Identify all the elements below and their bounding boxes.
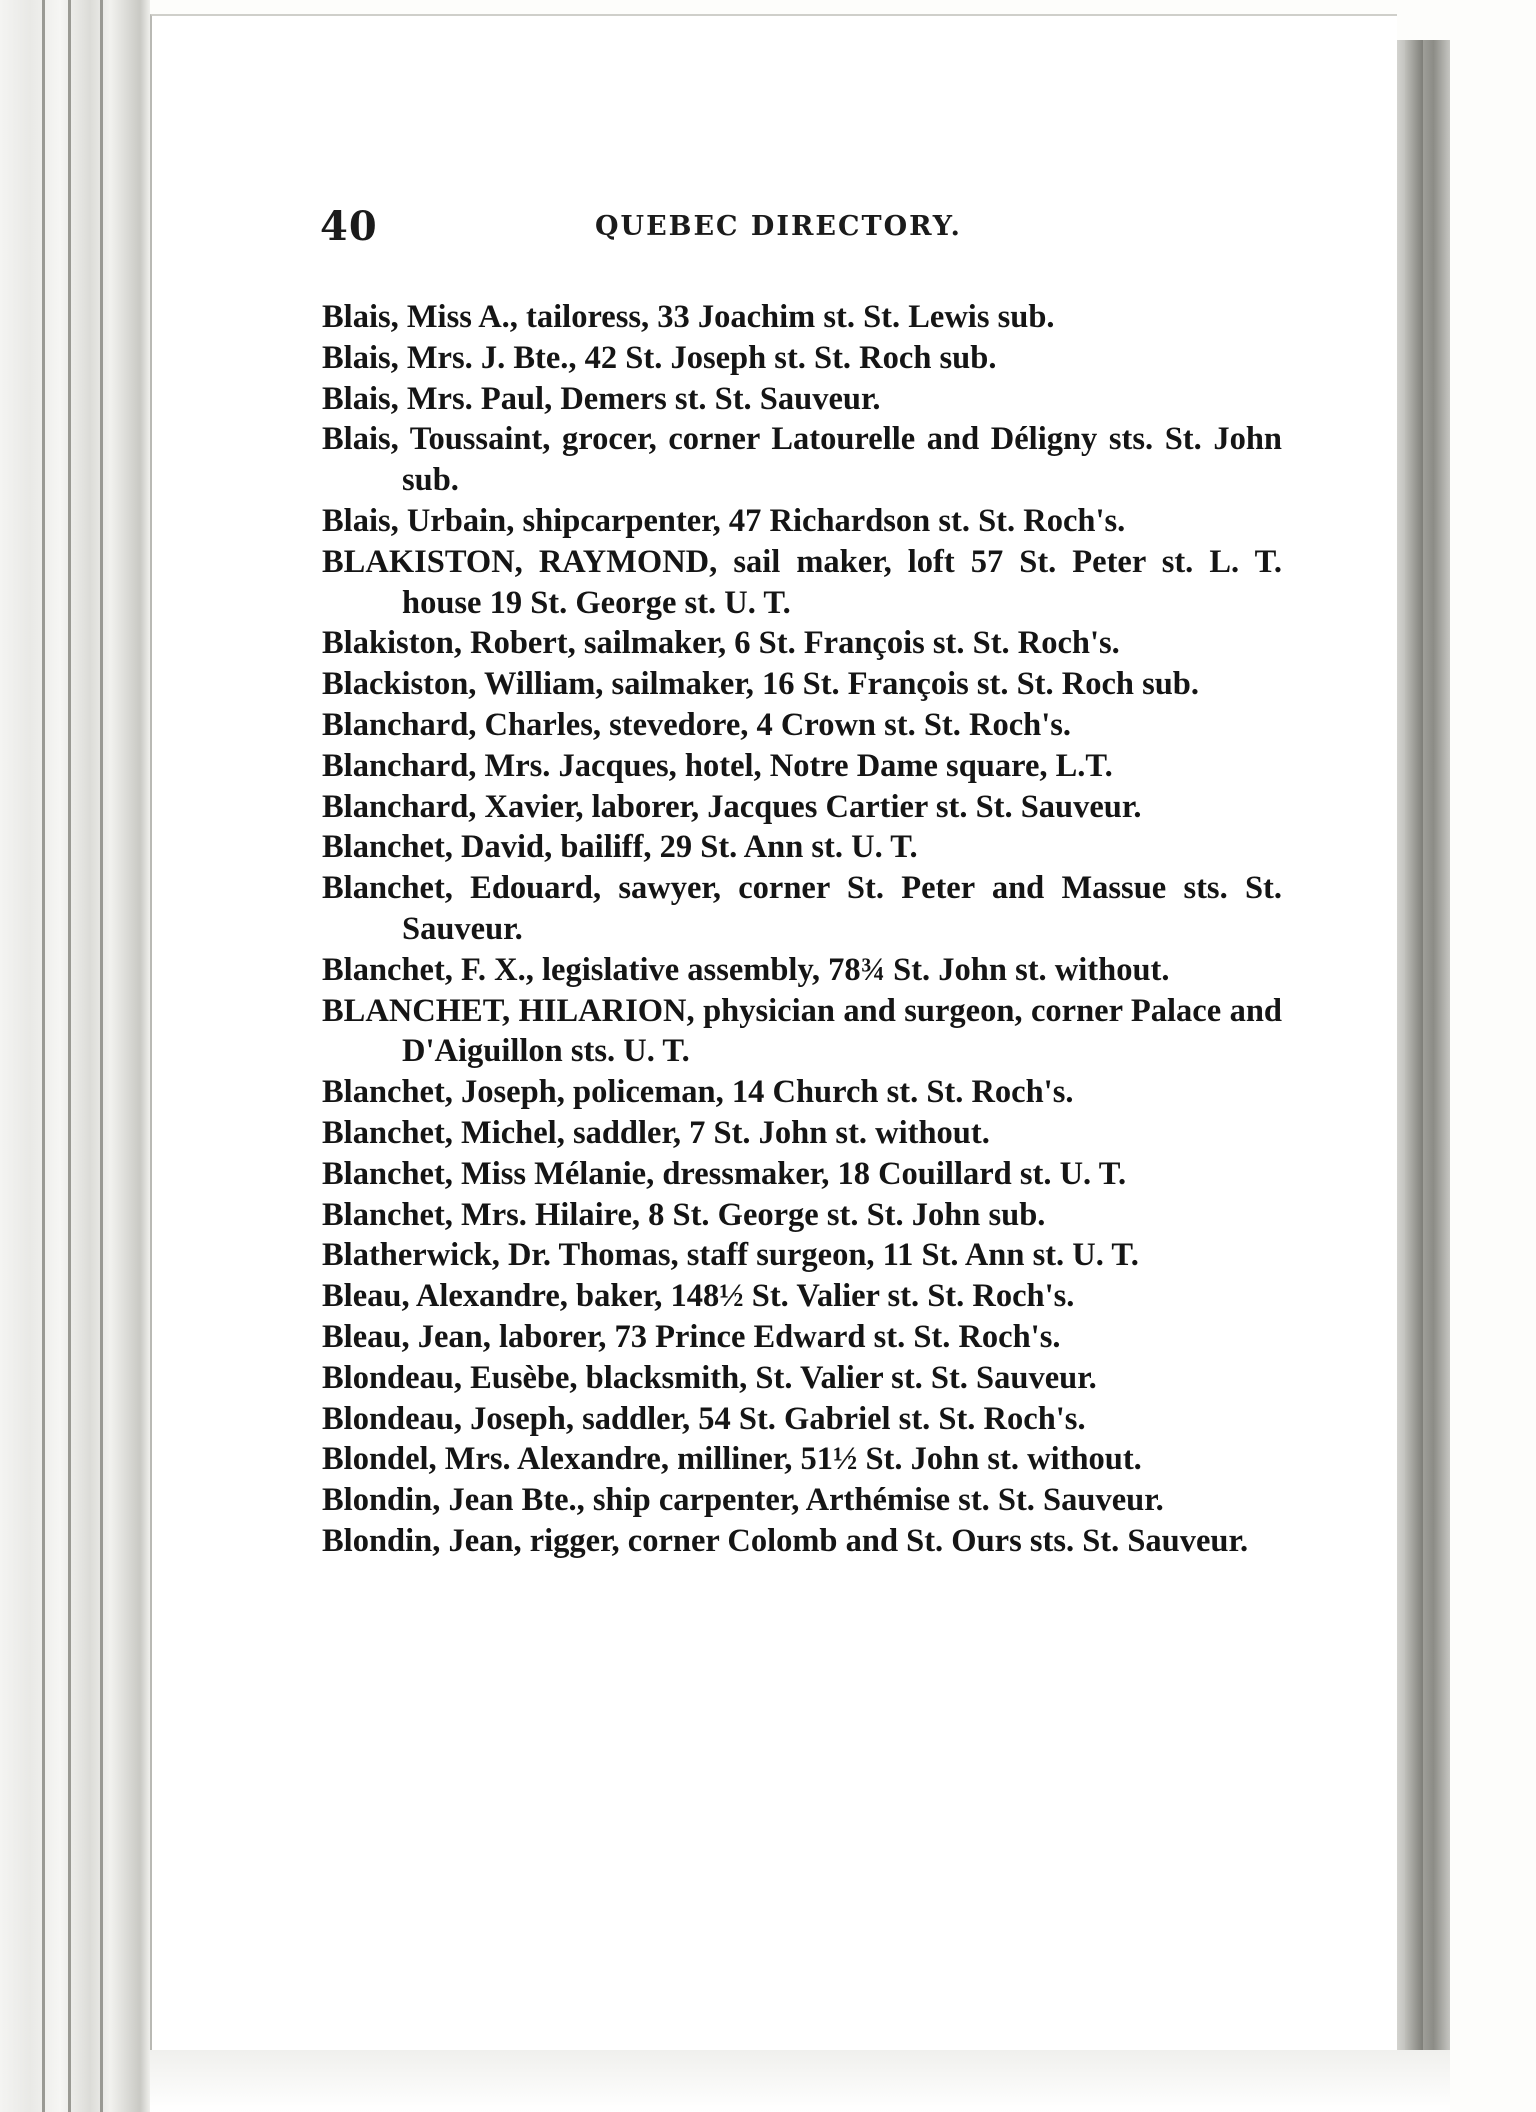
running-title: QUEBEC DIRECTORY. — [595, 211, 962, 242]
directory-entry: Blondeau, Joseph, saddler, 54 St. Gabriel st. St. Roch's. — [322, 1400, 1086, 1437]
book-left-edge — [0, 0, 150, 2112]
directory-entry: Blakiston, Robert, sailmaker, 6 St. François st. St. Roch's. — [322, 625, 1120, 662]
directory-entry: Blais, Mrs. Paul, Demers st. St. Sauveur. — [322, 380, 881, 417]
directory-entry: Blondin, Jean, rigger, corner Colomb and St. Ours sts. St. Sauveur. — [322, 1522, 1249, 1559]
directory-entry: Blanchet, Michel, saddler, 7 St. John st. without. — [322, 1114, 990, 1151]
directory-entry: Blanchet, Miss Mélanie, dressmaker, 18 Couillard st. U. T. — [322, 1155, 1127, 1192]
directory-entry: Blanchard, Mrs. Jacques, hotel, Notre Dame square, L.T. — [322, 747, 1113, 784]
directory-entry: Blais, Mrs. J. Bte., 42 St. Joseph st. St. Roch sub. — [322, 339, 997, 376]
directory-entry: Blanchet, Joseph, policeman, 14 Church st. St. Roch's. — [322, 1074, 1074, 1111]
directory-entry: Blondel, Mrs. Alexandre, milliner, 51½ St. John st. without. — [322, 1441, 1142, 1478]
directory-entries — [322, 297, 1282, 1562]
page-shadow — [1405, 40, 1423, 2070]
directory-entry: Blais, Urbain, shipcarpenter, 47 Richardson st. St. Roch's. — [322, 502, 1126, 539]
directory-entry: Blanchard, Charles, stevedore, 4 Crown st. St. Roch's. — [322, 706, 1072, 743]
directory-entry: Blanchard, Xavier, laborer, Jacques Cartier st. St. Sauveur. — [322, 788, 1142, 825]
page-edge-line — [100, 0, 103, 2112]
book-bottom-edge — [150, 2050, 1450, 2112]
directory-entry: Blanchet, Mrs. Hilaire, 8 St. George st. St. John sub. — [322, 1196, 1046, 1233]
directory-entry: Blanchet, David, bailiff, 29 St. Ann st. U. T. — [322, 829, 918, 866]
directory-entry: Blanchet, F. X., legislative assembly, 78¾ St. John st. without. — [322, 951, 1170, 988]
directory-entry: Blondin, Jean Bte., ship carpenter, Arthémise st. St. Sauveur. — [322, 1482, 1164, 1519]
directory-entry: BLANCHET, HILARION, physician and surgeon, corner Palace and D'Aiguillon sts. U. T. — [322, 992, 1282, 1070]
directory-entry: Bleau, Alexandre, baker, 148½ St. Valier st. St. Roch's. — [322, 1278, 1075, 1315]
directory-entry: Blatherwick, Dr. Thomas, staff surgeon, 11 St. Ann st. U. T. — [322, 1237, 1139, 1274]
directory-entry: Blais, Toussaint, grocer, corner Latourelle and Déligny sts. St. John sub. — [322, 421, 1282, 499]
page-edge-line — [42, 0, 45, 2112]
page-header — [320, 203, 1280, 253]
directory-entry: Blanchet, Edouard, sawyer, corner St. Peter and Massue sts. St. Sauveur. — [322, 870, 1282, 947]
directory-entry: Blondeau, Eusèbe, blacksmith, St. Valier st. St. Sauveur. — [322, 1359, 1097, 1396]
directory-entry: Bleau, Jean, laborer, 73 Prince Edward st. St. Roch's. — [322, 1318, 1061, 1355]
page-number: 40 — [320, 203, 378, 250]
directory-entry: Blais, Miss A., tailoress, 33 Joachim st. St. Lewis sub. — [322, 299, 1055, 335]
page-edge-line — [68, 0, 71, 2112]
directory-entry: Blackiston, William, sailmaker, 16 St. François st. St. Roch sub. — [322, 666, 1200, 703]
directory-entry: BLAKISTON, RAYMOND, sail maker, loft 57 St. Peter st. L. T. house 19 St. George st. U. T. — [322, 543, 1282, 621]
book-right-edge — [1395, 40, 1450, 2070]
